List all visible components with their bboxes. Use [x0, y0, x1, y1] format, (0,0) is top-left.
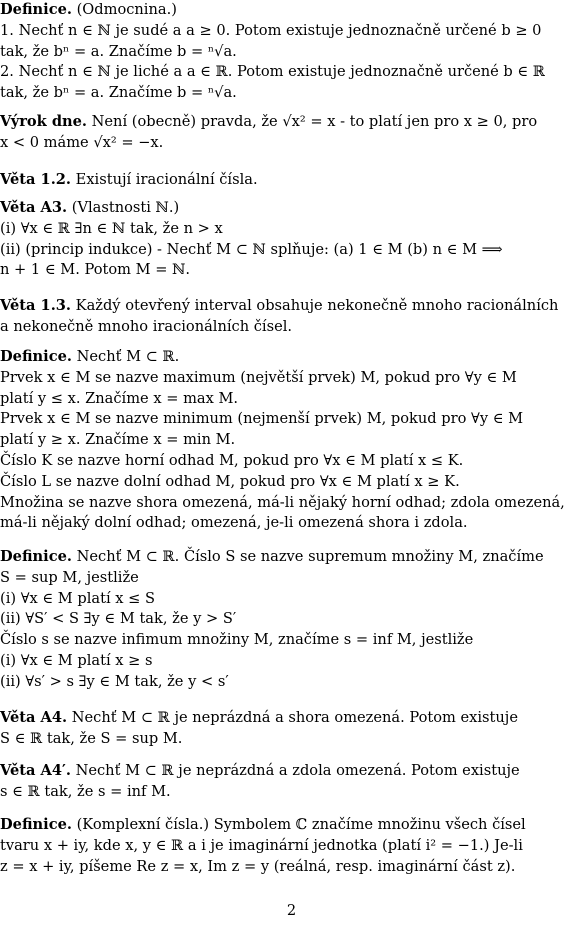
definition-sup-inf — [0, 547, 583, 693]
block-heading: Definice. — [0, 348, 72, 365]
theorem-a4-prime — [0, 761, 583, 803]
line — [0, 296, 583, 317]
line — [0, 815, 583, 836]
line: 2. Nechť n ∈ ℕ je liché a a ∈ ℝ. Potom existuje jednoznačně určené b ∈ ℝ — [0, 63, 545, 81]
block-text: (Vlastnosti ℕ.) — [71, 199, 180, 216]
line: Prvek x ∈ M se nazve maximum (největší prvek) M, pokud pro ∀y ∈ M — [0, 368, 517, 386]
line — [0, 198, 583, 219]
line — [0, 761, 583, 782]
block-heading: Věta 1.3. — [0, 297, 72, 314]
line: tak, že bⁿ = a. Značíme b = ⁿ√a. — [0, 84, 237, 102]
block-heading: Výrok dne. — [0, 113, 88, 130]
statement-of-the-day — [0, 112, 583, 154]
line — [0, 347, 583, 368]
block-heading: Věta A4′. — [0, 762, 71, 779]
line: Prvek x ∈ M se nazve minimum (nejmenší prvek) M, pokud pro ∀y ∈ M — [0, 410, 524, 428]
block-heading: Definice. — [0, 1, 72, 18]
line: x < 0 máme √x² = −x. — [0, 133, 164, 151]
line: platí y ≥ x. Značíme x = min M. — [0, 431, 236, 449]
block-text: Nechť M ⊂ ℝ. Číslo S se nazve supremum množiny M, značíme — [76, 548, 544, 565]
line: n + 1 ∈ M. Potom M = ℕ. — [0, 261, 191, 279]
block-heading: Věta A3. — [0, 199, 68, 216]
line — [0, 547, 583, 568]
line — [0, 708, 583, 729]
line: S = sup M, jestliže — [0, 568, 139, 586]
line: Číslo L se nazve dolní odhad M, pokud pro ∀x ∈ M platí x ≥ K. — [0, 472, 460, 490]
theorem-1-3 — [0, 296, 583, 338]
definition-root — [0, 0, 583, 104]
theorem-a4 — [0, 708, 583, 750]
block-text: (Komplexní čísla.) Symbolem ℂ značíme množinu všech čísel — [76, 816, 526, 833]
line: z = x + iy, píšeme Re z = x, Im z = y (reálná, resp. imaginární část z). — [0, 857, 516, 875]
block-text: Nechť M ⊂ ℝ je neprázdná a zdola omezená. Potom existuje — [75, 762, 520, 779]
line: (ii) ∀S′ < S ∃y ∈ M tak, že y > S′ — [0, 610, 237, 628]
block-text: Není (obecně) pravda, že √x² = x - to platí jen pro x ≥ 0, pro — [91, 113, 538, 130]
line: (i) ∀x ∈ ℝ ∃n ∈ ℕ tak, že n > x — [0, 219, 223, 237]
line: s ∈ ℝ tak, že s = inf M. — [0, 782, 171, 800]
line: tak, že bⁿ = a. Značíme b = ⁿ√a. — [0, 42, 237, 60]
definition-max-min — [0, 347, 583, 534]
line: a nekonečně mnoho iracionálních čísel. — [0, 317, 293, 335]
block-text: Existují iracionální čísla. — [75, 171, 258, 188]
line — [0, 0, 583, 21]
line: (ii) (princip indukce) - Nechť M ⊂ ℕ splňuje: (a) 1 ∈ M (b) n ∈ M ⟹ — [0, 240, 503, 258]
line — [0, 170, 583, 191]
block-text: (Odmocnina.) — [76, 1, 177, 18]
block-heading: Definice. — [0, 816, 72, 833]
block-heading: Definice. — [0, 548, 72, 565]
line: 1. Nechť n ∈ ℕ je sudé a a ≥ 0. Potom existuje jednoznačně určené b ≥ 0 — [0, 21, 542, 39]
block-heading: Věta A4. — [0, 709, 68, 726]
block-text: Nechť M ⊂ ℝ je neprázdná a shora omezená. Potom existuje — [71, 709, 518, 726]
theorem-1-2 — [0, 170, 583, 191]
line: má-li nějaký dolní odhad; omezená, je-li omezená shora i zdola. — [0, 514, 468, 532]
line: tvaru x + iy, kde x, y ∈ ℝ a i je imaginární jednotka (platí i² = −1.) Je-li — [0, 836, 523, 854]
block-text: Nechť M ⊂ ℝ. — [76, 348, 180, 365]
line: Číslo K se nazve horní odhad M, pokud pro ∀x ∈ M platí x ≤ K. — [0, 451, 464, 469]
page-number: 2 — [286, 902, 297, 919]
block-heading: Věta 1.2. — [0, 171, 72, 188]
line: Množina se nazve shora omezená, má-li nějaký horní odhad; zdola omezená, — [0, 493, 565, 511]
definition-complex-numbers — [0, 815, 583, 877]
line: Číslo s se nazve infimum množiny M, značíme s = inf M, jestliže — [0, 631, 474, 649]
line: (i) ∀x ∈ M platí x ≥ s — [0, 651, 153, 669]
line: (i) ∀x ∈ M platí x ≤ S — [0, 589, 156, 607]
theorem-a3 — [0, 198, 583, 281]
line: platí y ≤ x. Značíme x = max M. — [0, 389, 239, 407]
line: S ∈ ℝ tak, že S = sup M. — [0, 729, 183, 747]
line: (ii) ∀s′ > s ∃y ∈ M tak, že y < s′ — [0, 672, 229, 690]
block-text: Každý otevřený interval obsahuje nekonečně mnoho racionálních — [75, 297, 559, 314]
line — [0, 112, 583, 133]
